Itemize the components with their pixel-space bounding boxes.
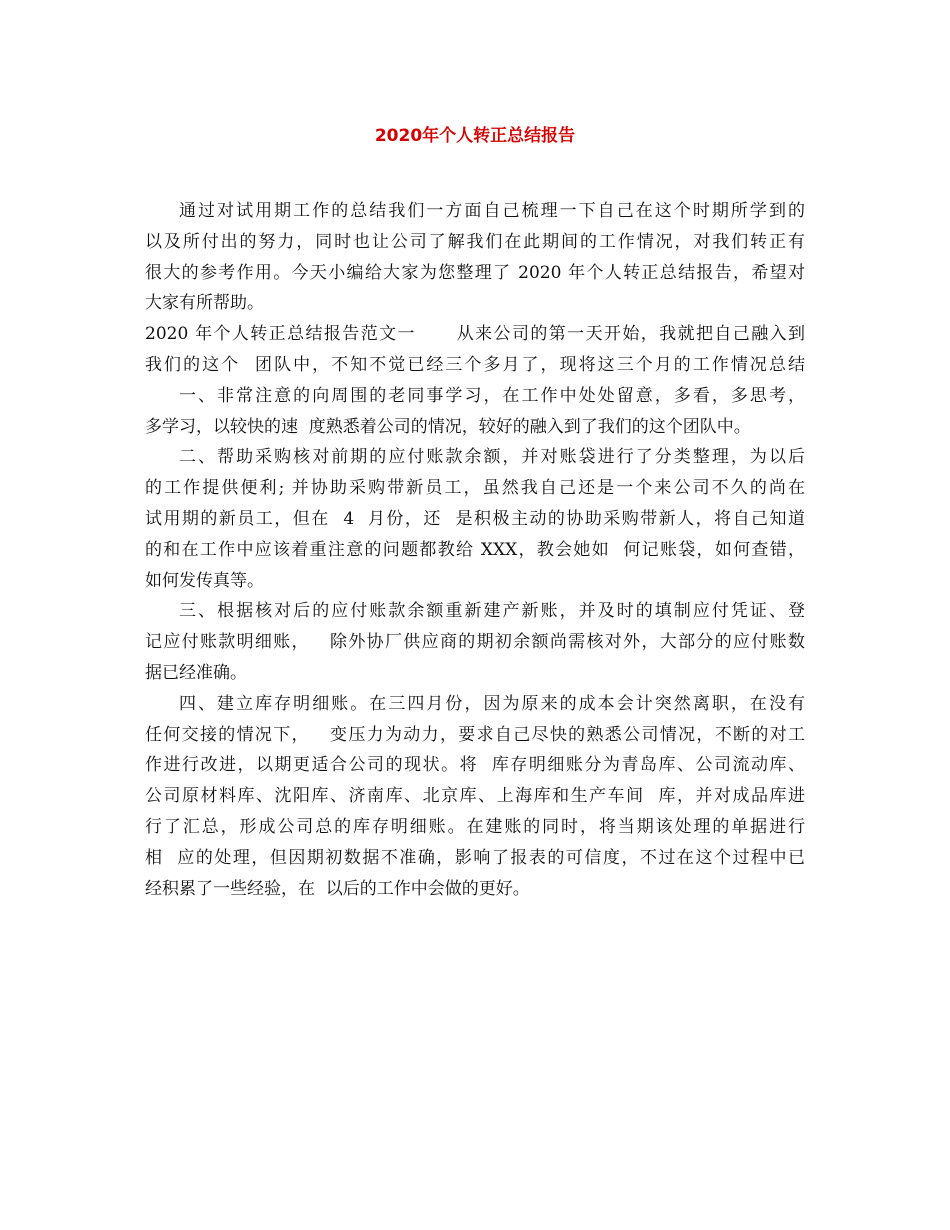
section-four-line: 相 应的处理，但因期初数据不准确，影响了报表的可信度，不过在这个过程中已 — [145, 847, 805, 868]
section-four-line: 行了汇总，形成公司总的库存明细账。在建账的同时，将当期该处理的单据进行 — [145, 816, 805, 837]
section-three-line: 据已经准确。 — [145, 662, 247, 683]
document-title: 2020年个人转正总结报告 — [374, 126, 576, 146]
body-line: 我们的这个 团队中，不知不觉已经三个多月了，现将这三个月的工作情况总结 — [145, 354, 805, 375]
section-four-line: 任何交接的情况下， 变压力为动力，要求自己尽快的熟悉公司情况，不断的对工 — [145, 724, 805, 745]
intro-line: 大家有所帮助。 — [145, 293, 264, 314]
section-two-line: 如何发传真等。 — [145, 570, 264, 591]
intro-line: 通过对试用期工作的总结我们一方面自己梳理一下自己在这个时期所学到的 — [179, 201, 805, 221]
section-two-line: 的和在工作中应该着重注意的问题都教给 XXX，教会她如 何记账袋，如何查错， — [145, 539, 805, 560]
intro-line: 以及所付出的努力，同时也让公司了解我们在此期间的工作情况，对我们转正有 — [145, 231, 805, 252]
section-one-line: 一、非常注意的向周围的老同事学习，在工作中处处留意，多看，多思考， — [179, 385, 805, 406]
section-four-line: 作进行改进，以期更适合公司的现状。将 库存明细账分为青岛库、公司流动库、 — [145, 755, 805, 776]
section-two-line: 的工作提供便利; 并协助采购带新员工，虽然我自己还是一个来公司不久的尚在 — [145, 478, 805, 499]
intro-line: 很大的参考作用。今天小编给大家为您整理了 2020 年个人转正总结报告，希望对 — [145, 262, 805, 283]
section-four-line: 公司原材料库、沈阳库、济南库、北京库、上海库和生产车间 库，并对成品库进 — [145, 786, 805, 807]
section-four-line: 经积累了一些经验，在 以后的工作中会做的更好。 — [145, 878, 530, 899]
section-three-line: 三、根据核对后的应付账款余额重新建产新账，并及时的填制应付凭证、登 — [179, 601, 805, 622]
document-body — [145, 196, 805, 904]
section-one-line: 多学习，以较快的速 度熟悉着公司的情况，较好的融入到了我们的这个团队中。 — [145, 416, 751, 437]
section-two-line: 二、帮助采购核对前期的应付账款余额，并对账袋进行了分类整理，为以后 — [179, 447, 805, 468]
section-two-line: 试用期的新员工，但在 4 月份，还 是积极主动的协助采购带新人，将自己知道 — [145, 508, 805, 529]
section-four-line: 四、建立库存明细账。在三四月份，因为原来的成本会计突然离职，在没有 — [179, 693, 805, 714]
sample-heading-line: 2020 年个人转正总结报告范文一 从来公司的第一天开始，我就把自己融入到 — [145, 324, 805, 345]
section-three-line: 记应付账款明细账， 除外协厂供应商的期初余额尚需核对外，大部分的应付账数 — [145, 632, 805, 653]
